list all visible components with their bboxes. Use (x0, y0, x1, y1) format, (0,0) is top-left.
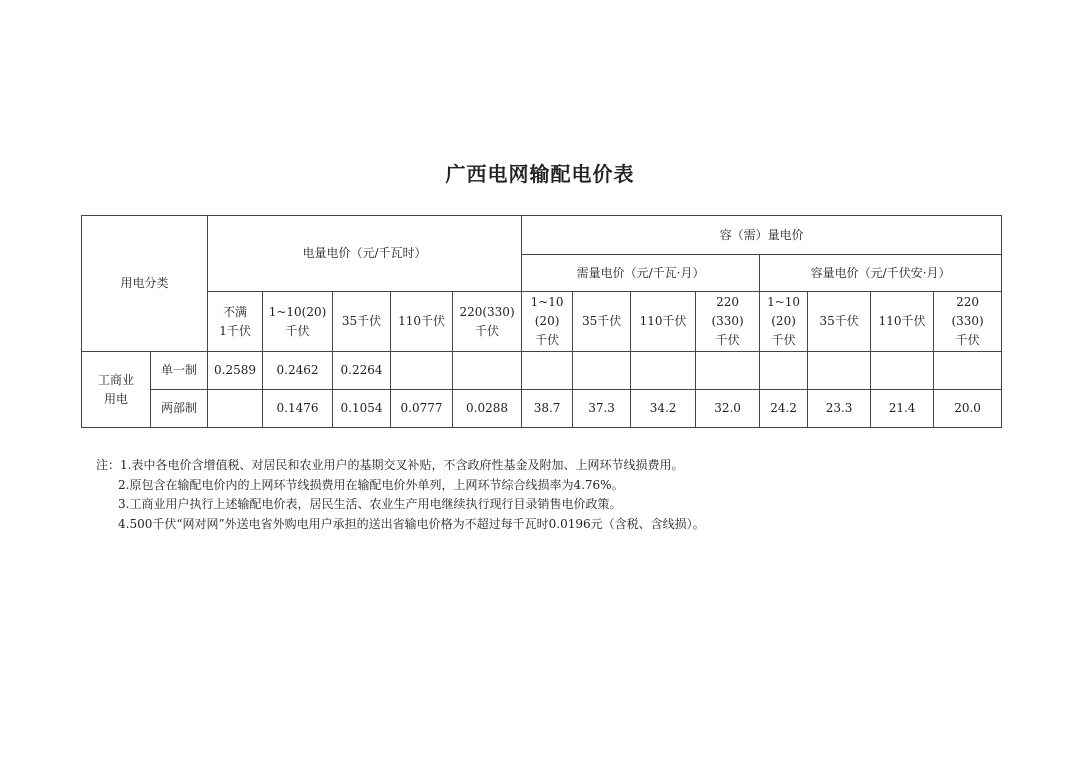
capacity-demand-header: 容（需）量电价 (522, 216, 1002, 255)
voltage-level-row (82, 292, 1002, 352)
note-line: 3.工商业用户执行上述输配电价表，居民生活、农业生产用电继续执行现行目录销售电价政策。 (118, 497, 622, 511)
page-title: 广西电网输配电价表 (445, 162, 635, 186)
table-cell: 32.0 (696, 390, 760, 428)
energy-level-header-line: 不满 (223, 304, 248, 319)
note-line: 2.原包含在输配电价内的上网环节线损费用在输配电价外单列，上网环节综合线损率为4.76%。 (118, 477, 624, 492)
energy-level-header (263, 292, 333, 352)
table-cell: 0.1054 (333, 390, 391, 428)
demand-level-header-line: (330) (711, 314, 744, 328)
capacity-level-header (808, 292, 871, 352)
table-cell: 0.2589 (208, 352, 263, 390)
energy-level-header-line: 1~10(20) (268, 304, 327, 319)
table-cell: 24.2 (760, 390, 808, 428)
capacity-level-header-line: 110千伏 (878, 314, 926, 328)
note-line: 注：1.表中各电价含增值税、对居民和农业用户的基期交叉补贴，不含政府性基金及附加、上网环节线损费用。 (96, 458, 684, 472)
group-label (82, 352, 151, 428)
header-row-1 (82, 216, 1002, 255)
table-cell (808, 352, 871, 390)
energy-level-header-line: 1千伏 (219, 323, 251, 338)
table-cell: 0.1476 (263, 390, 333, 428)
capacity-level-header-line: 220 (956, 295, 980, 309)
table-cell (760, 352, 808, 390)
table-row (82, 352, 1002, 390)
table-cell: 23.3 (808, 390, 871, 428)
demand-level-header (573, 292, 631, 352)
energy-level-header-line: 110千伏 (398, 314, 445, 328)
group-label-line: 用电 (103, 391, 128, 406)
table-cell: 37.3 (573, 390, 631, 428)
table-cell: 0.2264 (333, 352, 391, 390)
capacity-level-header-line: (330) (951, 314, 984, 328)
table-cell (631, 352, 696, 390)
demand-level-header-line: 千伏 (715, 333, 740, 347)
demand-level-header-line: 220 (716, 295, 740, 309)
notes (96, 456, 996, 534)
tariff-table-body (82, 216, 1002, 428)
note-line: 4.500千伏“网对网”外送电省外购电用户承担的送出省输电价格为不超过每千瓦时0.0196元（含税、含线损）。 (118, 516, 705, 531)
demand-level-header-line: 1~10 (530, 295, 564, 309)
table-cell: 21.4 (871, 390, 934, 428)
table-cell: 0.0777 (391, 390, 453, 428)
table-cell (522, 352, 573, 390)
capacity-price-header: 容量电价（元/千伏安·月） (760, 255, 1002, 292)
energy-level-header-line: 千伏 (285, 323, 310, 338)
tariff-table (81, 215, 1002, 428)
energy-level-header (333, 292, 391, 352)
demand-level-header-line: 千伏 (535, 333, 560, 347)
capacity-level-header (760, 292, 808, 352)
row-label: 单一制 (151, 352, 208, 390)
table-cell (391, 352, 453, 390)
table-cell (934, 352, 1002, 390)
table-cell: 20.0 (934, 390, 1002, 428)
energy-level-header (453, 292, 522, 352)
table-cell (208, 390, 263, 428)
table-cell: 0.2462 (263, 352, 333, 390)
table-cell (696, 352, 760, 390)
table-cell (871, 352, 934, 390)
demand-level-header (696, 292, 760, 352)
table-row (82, 390, 1002, 428)
table-cell: 0.0288 (453, 390, 522, 428)
energy-level-header-line: 220(330) (459, 304, 515, 319)
energy-level-header-line: 35千伏 (341, 314, 382, 328)
row-label: 两部制 (151, 390, 208, 428)
demand-price-header: 需量电价（元/千瓦·月） (522, 255, 760, 292)
table-cell (453, 352, 522, 390)
table-cell (573, 352, 631, 390)
capacity-level-header (934, 292, 1002, 352)
demand-level-header-line: 110千伏 (639, 314, 687, 328)
capacity-level-header-line: 千伏 (955, 333, 980, 347)
category-header: 用电分类 (82, 216, 208, 352)
demand-level-header-line: 35千伏 (581, 314, 622, 328)
capacity-level-header-line: (20) (771, 314, 796, 328)
group-label-line: 工商业 (97, 372, 134, 387)
capacity-level-header-line: 1~10 (767, 295, 801, 309)
energy-level-header (391, 292, 453, 352)
table-cell: 34.2 (631, 390, 696, 428)
demand-level-header (631, 292, 696, 352)
energy-level-header (208, 292, 263, 352)
capacity-level-header-line: 千伏 (771, 333, 796, 347)
capacity-level-header-line: 35千伏 (819, 314, 859, 328)
energy-price-header: 电量电价（元/千瓦时） (208, 216, 522, 292)
demand-level-header (522, 292, 573, 352)
capacity-level-header (871, 292, 934, 352)
energy-level-header-line: 千伏 (475, 323, 500, 338)
table-cell: 38.7 (522, 390, 573, 428)
demand-level-header-line: (20) (534, 314, 560, 328)
